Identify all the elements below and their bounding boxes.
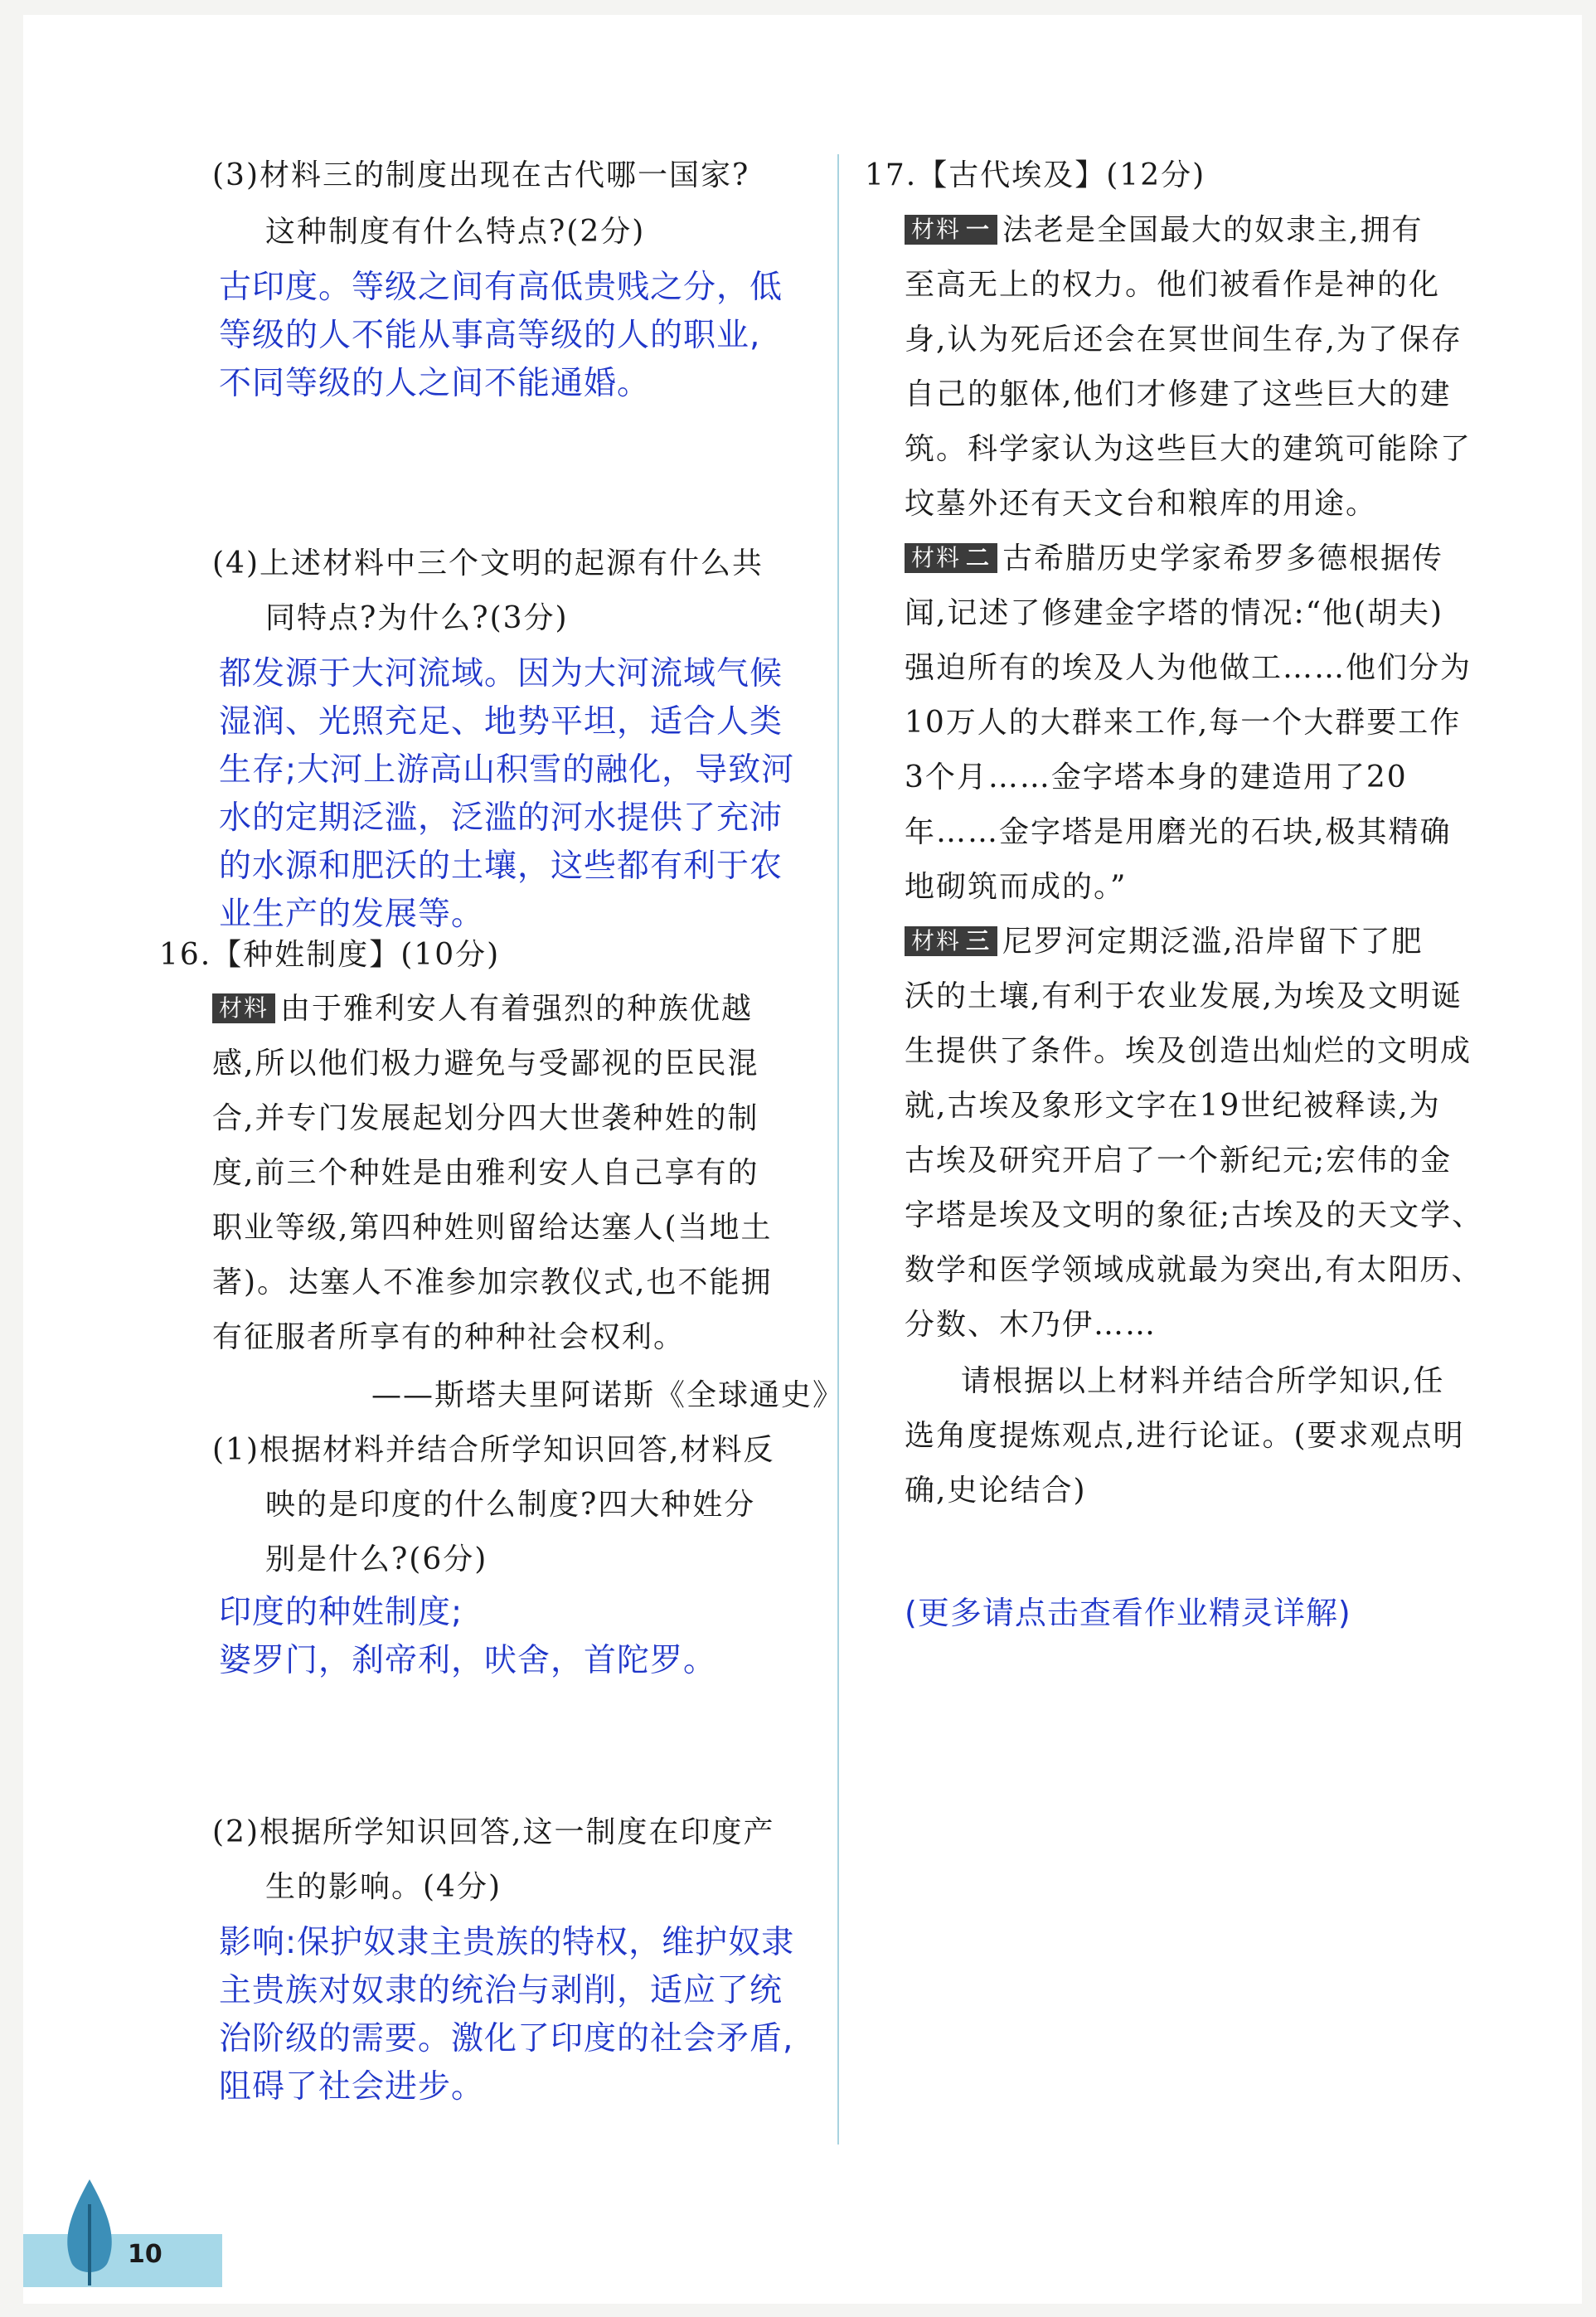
q15-p4-answer-5: 的水源和肥沃的土壤，这些都有利于农 xyxy=(219,848,783,885)
material-two-tag: 材料 二 xyxy=(905,543,997,573)
q16-p1-line-3: 别是什么?(6分) xyxy=(265,1542,488,1576)
q17-m1-line-5: 筑。科学家认为这些巨大的建筑可能除了 xyxy=(905,432,1472,466)
q15-p4-answer-4: 水的定期泛滥，泛滥的河水提供了充沛 xyxy=(219,799,783,837)
q15-p3-line1: (3)材料三的制度出现在古代哪一国家? xyxy=(212,158,750,192)
q16-p2-answer-4: 阻碍了社会进步。 xyxy=(219,2068,485,2106)
q15-p3-answer-3: 不同等级的人之间不能通婚。 xyxy=(219,365,651,402)
q17-m1-line-4: 自己的躯体,他们才修建了这些巨大的建 xyxy=(905,377,1452,411)
q16-title: 16.【种姓制度】(10分) xyxy=(159,938,501,972)
q17-m2-line-6: 年……金字塔是用磨光的石块,极其精确 xyxy=(905,815,1452,849)
q17-m3-line-6: 字塔是埃及文明的象征;古埃及的天文学、 xyxy=(905,1198,1484,1232)
q16-material-line-3: 合,并专门发展起划分四大世袭种姓的制 xyxy=(212,1101,759,1135)
q17-question-line-1: 请根据以上材料并结合所学知识,任 xyxy=(961,1364,1445,1398)
q15-p4-answer-6: 业生产的发展等。 xyxy=(219,896,485,933)
material-tag: 材料 xyxy=(212,993,275,1023)
q17-m3-line-4: 就,古埃及象形文字在19世纪被释读,为 xyxy=(905,1089,1441,1123)
q16-material-line-6: 著)。达塞人不准参加宗教仪式,也不能拥 xyxy=(212,1265,773,1299)
q17-m3-line-1: 材料 三 尼罗河定期泛滥,沿岸留下了肥 xyxy=(905,922,1423,962)
q16-p2-answer-3: 治阶级的需要。激化了印度的社会矛盾, xyxy=(219,2020,794,2057)
page xyxy=(23,15,1582,2304)
q15-p4-line2: 同特点?为什么?(3分) xyxy=(265,601,569,635)
q17-m1-line-3: 身,认为死后还会在冥世间生存,为了保存 xyxy=(905,323,1463,357)
q16-p2-answer-2: 主贵族对奴隶的统治与剥削，适应了统 xyxy=(219,1972,783,2009)
leaf-icon xyxy=(56,2179,123,2287)
q17-m3-line-2: 沃的土壤,有利于农业发展,为埃及文明诞 xyxy=(905,979,1463,1013)
q16-p2-answer-1: 影响:保护奴隶主贵族的特权，维护奴隶 xyxy=(219,1924,795,1961)
page-number: 10 xyxy=(128,2240,163,2269)
q15-p4-answer-2: 湿润、光照充足、地势平坦，适合人类 xyxy=(219,703,783,741)
q16-source: ——斯塔夫里阿诺斯《全球通史》 xyxy=(371,1378,845,1412)
q17-m1-line-6: 坟墓外还有天文台和粮库的用途。 xyxy=(905,487,1378,521)
q15-p4-line1: (4)上述材料中三个文明的起源有什么共 xyxy=(212,546,764,580)
q17-m2-line-7: 地砌筑而成的。” xyxy=(905,870,1128,904)
q17-m2-line-5: 3个月……金字塔本身的建造用了20 xyxy=(905,760,1408,794)
q16-p1-line-2: 映的是印度的什么制度?四大种姓分 xyxy=(265,1488,756,1522)
q17-m2-line-2: 闻,记述了修建金字塔的情况:“他(胡夫) xyxy=(905,596,1444,630)
q16-p2-line-2: 生的影响。(4分) xyxy=(265,1870,502,1904)
q15-p3-answer-1: 古印度。等级之间有高低贵贱之分，低 xyxy=(219,269,783,306)
q17-question-line-2: 选角度提炼观点,进行论证。(要求观点明 xyxy=(905,1419,1465,1453)
q16-p2-line-1: (2)根据所学知识回答,这一制度在印度产 xyxy=(212,1815,775,1849)
q15-p4-answer-3: 生存;大河上游高山积雪的融化，导致河 xyxy=(219,751,795,789)
q16-p1-line-1: (1)根据材料并结合所学知识回答,材料反 xyxy=(212,1433,775,1467)
q17-m3-line-3: 生提供了条件。埃及创造出灿烂的文明成 xyxy=(905,1034,1472,1068)
q16-material-line-4: 度,前三个种姓是由雅利安人自己享有的 xyxy=(212,1156,759,1190)
more-details-link[interactable]: (更多请点击查看作业精灵详解) xyxy=(905,1595,1351,1631)
material-three-tag: 材料 三 xyxy=(905,926,997,956)
q17-m3-line-7: 数学和医学领域成就最为突出,有太阳历、 xyxy=(905,1253,1483,1287)
q16-material-line-7: 有征服者所享有的种种社会权利。 xyxy=(212,1320,686,1354)
q16-material-line-1: 材料 由于雅利安人有着强烈的种族优越 xyxy=(212,989,753,1029)
q17-title: 17.【古代埃及】(12分) xyxy=(865,158,1206,192)
q15-p4-answer-1: 都发源于大河流域。因为大河流域气候 xyxy=(219,655,783,692)
q16-p1-answer-1: 印度的种姓制度; xyxy=(219,1594,463,1631)
q15-p3-answer-2: 等级的人不能从事高等级的人的职业, xyxy=(219,317,761,354)
q17-question-line-3: 确,史论结合) xyxy=(905,1474,1087,1508)
q15-p3-line2: 这种制度有什么特点?(2分) xyxy=(265,215,646,249)
q17-m2-line-3: 强迫所有的埃及人为他做工……他们分为 xyxy=(905,651,1472,685)
q16-p1-answer-2: 婆罗门，刹帝利，吠舍，首陀罗。 xyxy=(219,1642,717,1679)
q17-m2-line-4: 10万人的大群来工作,每一个大群要工作 xyxy=(905,706,1462,740)
q16-material-line-2: 感,所以他们极力避免与受鄙视的臣民混 xyxy=(212,1047,759,1081)
q17-m2-line-1: 材料 二 古希腊历史学家希罗多德根据传 xyxy=(905,539,1443,579)
q17-m3-line-5: 古埃及研究开启了一个新纪元;宏伟的金 xyxy=(905,1144,1453,1178)
column-divider xyxy=(837,154,839,2145)
q17-m3-line-8: 分数、木乃伊…… xyxy=(905,1308,1157,1342)
footer-bar xyxy=(23,2234,222,2287)
q17-m1-line-2: 至高无上的权力。他们被看作是神的化 xyxy=(905,268,1441,302)
material-one-tag: 材料 一 xyxy=(905,215,997,245)
q16-material-line-5: 职业等级,第四种姓则留给达塞人(当地土 xyxy=(212,1211,773,1245)
q17-m1-line-1: 材料 一 法老是全国最大的奴隶主,拥有 xyxy=(905,211,1423,250)
